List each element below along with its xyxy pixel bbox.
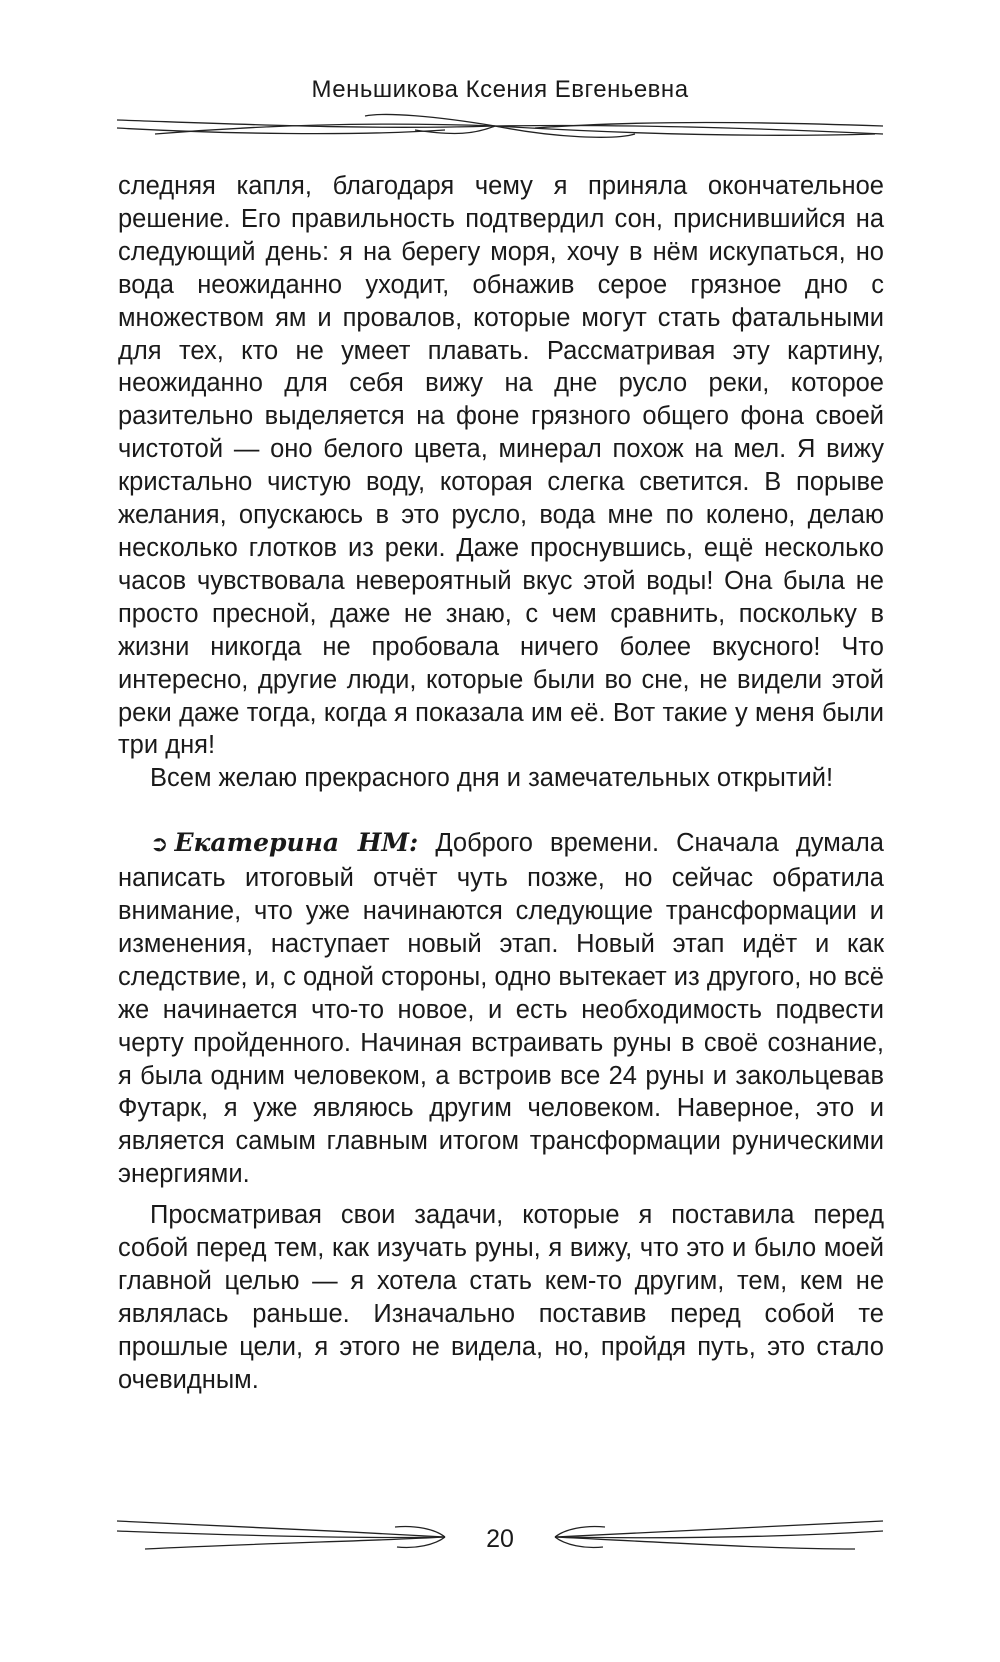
- header-ornament-divider: [115, 104, 885, 152]
- entry-paragraph: [118, 827, 884, 1191]
- page-number: 20: [460, 1525, 540, 1554]
- entry-text: Доброго времени. Сначала думала написать итоговый отчёт чуть позже, но сейчас обратила внимание, что уже начинаются следующие трансформации и изменения, наступает новый этап. Новый этап идёт и как следствие, и, с одной стороны, одно вытекает из другого, но всё же начинается что-то новое, и есть необходимость подвести черту пройденного. Начиная встраивать руны в своё сознание, я была одним человеком, а встроив все 24 руны и закольцевав Футарк, я уже являюсь другим человеком. Наверное, это и является самым главным итогом трансформации руническими энергиями.: [118, 829, 884, 1189]
- paragraph-continued: следняя капля, благодаря чему я приняла окончательное решение. Его правильность подтвердил сон, приснившийся на следующий день: я на берегу моря, хочу в нём искупаться, но вода неожиданно уходит, обнажив серое грязное дно с множеством ям и провалов, которые могут стать фатальными для тех, кто не умеет плавать. Рассматривая эту картину, неожиданно для себя вижу на дне русло реки, которое разительно выделяется на фоне грязного общего фона своей чистотой — оно белого цвета, минерал похож на мел. Я вижу кристально чистую воду, которая слегка светится. В порыве желания, опускаюсь в это русло, вода мне по колено, делаю несколько глотков из реки. Даже проснувшись, ещё несколько часов чувствовала невероятный вкус этой воды! Она была не просто пресной, даже не знаю, с чем сравнить, поскольку в жизни никогда не пробовала ничего более вкусного! Что интересно, другие люди, которые были во сне, не видели этой реки даже тогда, когда я показала им её. Вот такие у меня были три дня!: [118, 172, 884, 760]
- paragraph-closing: Просматривая свои задачи, которые я поставила перед собой перед тем, как изучать руны, я вижу, что это и было моей главной целью — я хотела стать кем-то другим, тем, кем не являлась раньше. Изначально поставив перед собой те прошлые цели, я этого не видела, но, пройдя путь, это стало очевидным.: [118, 1201, 884, 1394]
- arrow-circle-icon: ➲: [150, 832, 169, 858]
- body-text: [118, 170, 884, 1397]
- running-title: Меньшикова Ксения Евгеньевна: [311, 76, 689, 103]
- paragraph-wish: Всем желаю прекрасного дня и замечательных открытий!: [150, 764, 834, 793]
- entry-author: Екатерина НМ:: [174, 828, 419, 858]
